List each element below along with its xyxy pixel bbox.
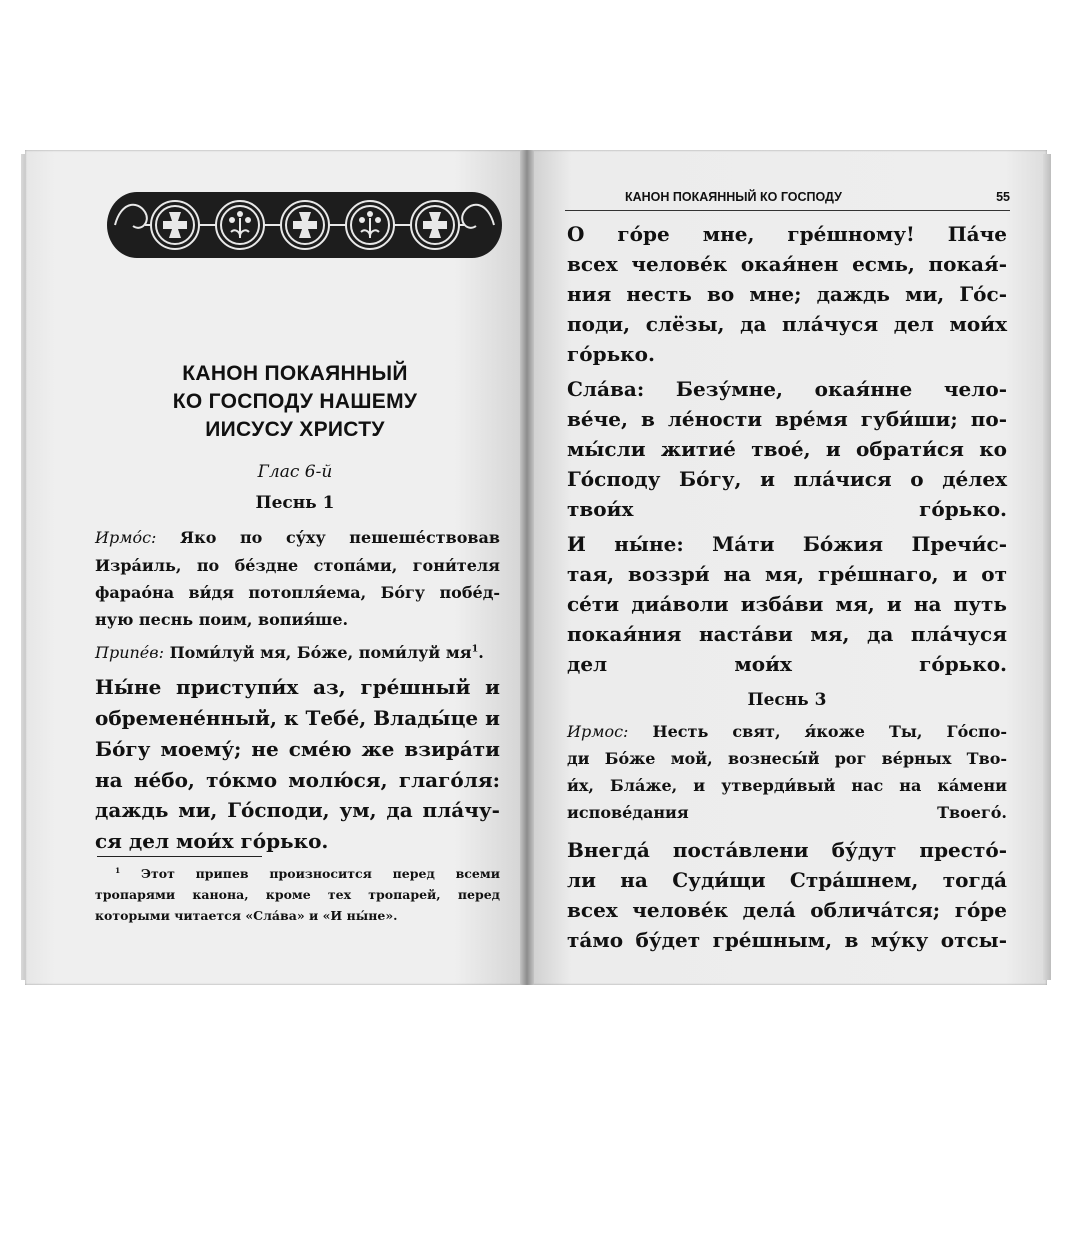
slava-line: твои́х го́рько.	[567, 497, 1007, 521]
footnote-line: тропарями канона, кроме тех тропарей, перед	[95, 887, 500, 902]
irmos-text: Яко по су́ху пешеше́ствовав	[180, 528, 500, 547]
footnote-reference: 1	[471, 643, 479, 655]
irmos-line: Изра́иль, по бе́здне стопа́ми, гони́теля	[95, 556, 500, 575]
refrain-line: Припе́в: Поми́луй мя, Бо́же, поми́луй $мя^1$.	[95, 643, 484, 662]
running-title: КАНОН ПОКАЯННЫЙ КО ГОСПОДУ	[625, 190, 842, 204]
stanza-line: ли на Суди́щи Стра́шнем, тогда́	[567, 868, 1007, 892]
irmos-label: Ирмос:	[567, 722, 629, 741]
slava-line: ве́че, в ле́ности вре́мя губи́ши; по-	[567, 407, 1007, 431]
refrain-text: Поми́луй мя, Бо́же, поми́луй мя	[169, 643, 472, 662]
song-1-heading: Песнь 1	[255, 493, 335, 513]
slava-line: Сла́ва: Безу́мне, окая́нне чело-	[567, 377, 1007, 401]
troparion-line: Ны́не приступи́х аз, гре́шный и	[95, 675, 500, 699]
irmos-line: испове́дания Твоего́.	[567, 803, 1007, 822]
stanza-line: ния несть во мне; даждь ми, Го́с-	[567, 282, 1007, 306]
stanza-line: Внегда́ поста́влени бу́дут престо́-	[567, 838, 1007, 862]
i-nyne-line: И ны́не: Ма́ти Бо́жия Пречи́с-	[567, 532, 1007, 556]
troparion-line: на не́бо, то́кмо молю́ся, глаго́ля:	[95, 768, 500, 792]
irmos-line	[567, 722, 1007, 741]
footnote-number: 1	[115, 866, 121, 875]
footnote-text: Этот припев произносится перед всеми	[141, 866, 500, 882]
stanza-line: го́рько.	[567, 342, 655, 366]
irmos-line: ную песнь поим, вопия́ше.	[95, 610, 349, 629]
i-nyne-line: покая́ния наста́ви мя, да пла́чуся	[567, 622, 1007, 646]
stanza-line: всех челове́к окая́нен есмь, покая́-	[567, 252, 1007, 276]
irmos-text: Несть свят, я́коже Ты, Го́спо-	[652, 722, 1008, 741]
glas-label: Глас 6-й	[257, 462, 333, 482]
canon-title-line: ИИСУСУ ХРИСТУ	[205, 418, 385, 441]
troparion-line: даждь ми, Го́споди, ум, да пла́чу-	[95, 798, 500, 822]
irmos-line: ди Бо́же мой, вознесы́й рог ве́рных Тво-	[567, 749, 1007, 768]
footnote-line: которыми читается «Сла́ва» и «И ны́не».	[95, 908, 398, 923]
irmos-label: Ирмо́с:	[95, 528, 157, 547]
slava-line: мы́сли житие́ твое́, и обрати́ся ко	[567, 437, 1007, 461]
troparion-line: ся дел мои́х го́рько.	[95, 829, 329, 853]
i-nyne-line: се́ти диа́воли избáви мя, и на путь	[567, 592, 1007, 616]
page-number: 55	[996, 190, 1010, 204]
song-3-heading: Песнь 3	[747, 690, 827, 710]
irmos-line: и́х, Бла́же, и утверди́вый нас на ка́мени	[567, 776, 1007, 795]
irmos-line: фарао́на ви́дя потопля́ема, Бо́гу побе́д-	[95, 583, 500, 602]
canon-title-line: КО ГОСПОДУ НАШЕМУ	[172, 390, 418, 413]
open-book	[25, 150, 1047, 985]
stanza-line: та́мо бу́дет гре́шным, в му́ку отсы-	[567, 928, 1007, 952]
troparion-line: Бо́гу моему́; не сме́ю же взира́ти	[95, 737, 500, 761]
canon-title-line: КАНОН ПОКАЯННЫЙ	[182, 362, 408, 385]
stanza-line: поди, слёзы, да пла́чуся дел мои́х	[567, 312, 1007, 336]
stanza-line: всех челове́к дела́ облича́тся; го́ре	[567, 898, 1007, 922]
ornamental-headpiece	[107, 192, 502, 258]
irmos-line	[95, 528, 500, 547]
book-edge-right	[1043, 154, 1051, 980]
troparion-line: обремене́нный, к Тебе́, Влады́це и	[95, 706, 500, 730]
stanza-line: О го́ре мне, гре́шному! Па́че	[567, 222, 1007, 246]
header-rule	[565, 210, 1010, 211]
footnote-divider	[97, 856, 262, 857]
refrain-label: Припе́в:	[95, 643, 164, 662]
i-nyne-line: дел мои́х го́рько.	[567, 652, 1007, 676]
slava-line: Го́споду Бо́гу, и пла́чися о де́лех	[567, 467, 1007, 491]
i-nyne-line: тая, воззри́ на мя, гре́шнаго, и от	[567, 562, 1007, 586]
footnote-line	[115, 866, 500, 881]
book-gutter	[520, 150, 534, 985]
